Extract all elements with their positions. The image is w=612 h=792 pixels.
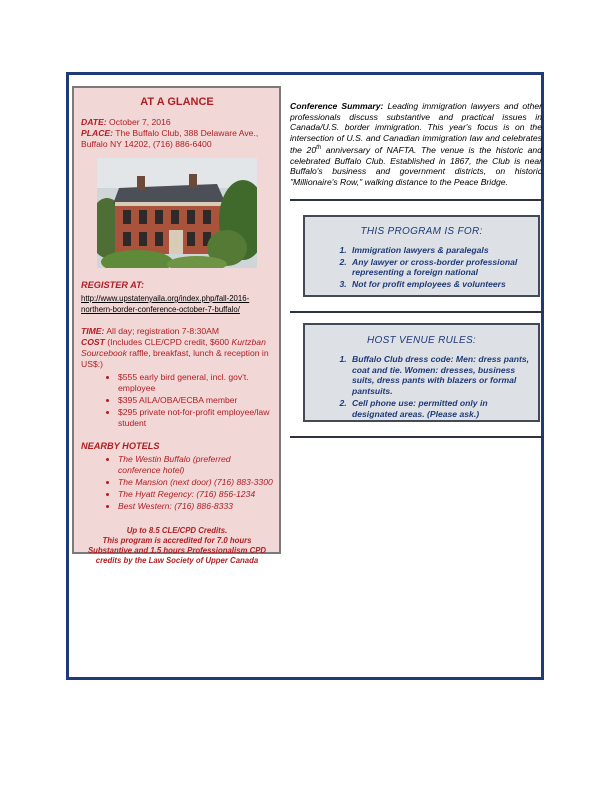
cost-label: COST — [81, 337, 105, 347]
list-item: • $295 private not-for-profit employee/law student — [118, 407, 273, 429]
list-item: • $395 AILA/OBA/ECBA member — [118, 395, 273, 406]
venue-list — [305, 354, 538, 420]
time-value: All day; registration 7-8:30AM — [106, 326, 220, 336]
list-item: 1. Buffalo Club dress code: Men: dress pants, coat and tie. Women: dresses, business suits, dress pants with blazers or formal pantsuits. — [349, 354, 532, 397]
divider-3 — [290, 436, 544, 438]
price-list — [81, 372, 273, 429]
date-line — [81, 117, 273, 128]
credits-note — [81, 526, 273, 566]
at-a-glance-box — [72, 86, 281, 565]
cost-line — [81, 337, 273, 370]
summary-superscript: th — [316, 145, 322, 152]
list-item: 1. Immigration lawyers & paralegals — [349, 245, 532, 256]
time-label: TIME: — [81, 326, 105, 336]
cost-text-2: raffle, breakfast, lunch & reception in US$:) — [81, 348, 269, 369]
divider-1 — [290, 199, 544, 201]
credits-line-1: Up to 8.5 CLE/CPD Credits. — [126, 526, 228, 535]
buffalo-club-photo — [97, 158, 257, 268]
cost-text-1: (Includes CLE/CPD credit, $600 — [107, 337, 232, 347]
summary-text-2: anniversary of NAFTA. The venue is the historic and celebrated Buffalo Club. Established in 1867, the Club is near Buffalo's business and government districts, on historic "Millionaire's Row," walking distance to the Peace Bridge. — [290, 145, 542, 188]
place-label: PLACE: — [81, 128, 113, 138]
list-item: • The Westin Buffalo (preferred conference hotel) — [118, 454, 273, 476]
program-title: THIS PROGRAM IS FOR: — [360, 226, 483, 237]
divider-2 — [290, 311, 544, 313]
program-box — [303, 215, 540, 297]
place-line — [81, 128, 273, 150]
summary-text-1: Leading immigration lawyers and other professionals discuss substantive and practical issues in Canada/U.S. border immigration. This year's focus is on the intersection of U.S. and Canadian immigration law and celebrates the 20 — [290, 101, 542, 156]
program-list — [305, 245, 538, 290]
hotels-label: NEARBY HOTELS — [81, 441, 160, 451]
glance-title: AT A GLANCE — [140, 96, 214, 108]
list-item: 2. Cell phone use: permitted only in designated areas. (Please ask.) — [349, 398, 532, 420]
summary-label: Conference Summary: — [290, 101, 384, 111]
list-item: • The Mansion (next door) (716) 883-3300 — [118, 477, 273, 488]
venue-title: HOST VENUE RULES: — [366, 335, 476, 346]
list-item: • $555 early bird general, incl. gov't. employee — [118, 372, 273, 394]
credits-line-2: This program is accredited for 7.0 hours Substantive and 1.5 hours Professionalism CPD credits by the Law Society of Upper Canada — [87, 536, 267, 565]
registration-link[interactable]: http://www.upstatenyaila.org/index.php/fall-2016-northern-border-conference-october-7-buffalo/ — [81, 294, 250, 314]
date-value: October 7, 2016 — [109, 117, 171, 127]
date-label: DATE: — [81, 117, 107, 127]
register-label: REGISTER AT: — [81, 280, 145, 290]
list-item: 3. Not for profit employees & volunteers — [349, 279, 532, 290]
list-item: • The Hyatt Regency: (716) 856-1234 — [118, 489, 273, 500]
cost-text-italic: Kurtzban Sourcebook — [81, 337, 266, 358]
place-value: The Buffalo Club, 388 Delaware Ave., Buffalo NY 14202, (716) 886-6400 — [81, 128, 259, 149]
venue-rules-box — [303, 323, 540, 422]
conference-summary — [290, 101, 542, 188]
hotel-list — [81, 454, 273, 512]
list-item: • Best Western: (716) 886-8333 — [118, 501, 273, 512]
list-item: 2. Any lawyer or cross-border professional representing a foreign national — [349, 257, 532, 279]
time-line — [81, 326, 273, 337]
